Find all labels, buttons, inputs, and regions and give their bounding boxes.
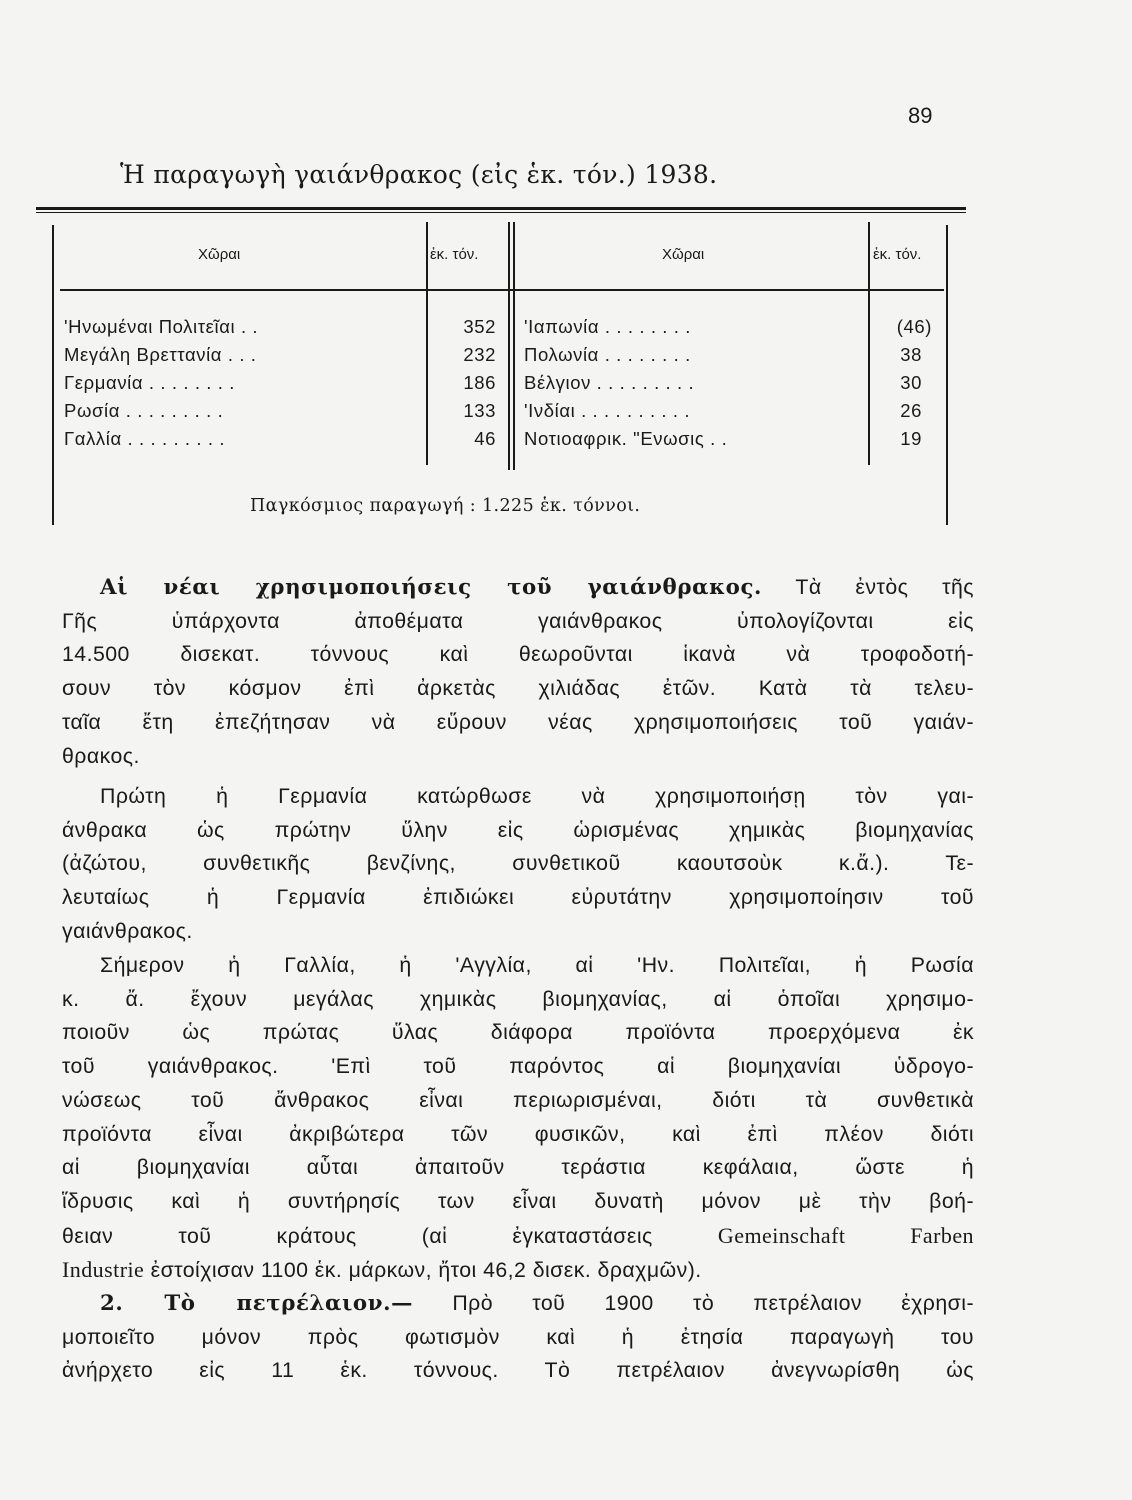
header-left-country: Χῶραι [198,246,241,263]
table-right-border [946,225,948,525]
text-span: Τὰ ἐντὸς τῆς [795,575,974,599]
table-cell-country: Γαλλία . . . . . . . . . [64,428,226,449]
table-cell-value: 26 [900,400,922,421]
text-line [62,1287,974,1321]
text-line: ἀνήρχετο εἰς 11 ἑκ. τόννους. Τὸ πετρέλαιον ἀνεγνωρίσθη ὡς [62,1358,974,1383]
latin-text: Industrie [62,1257,145,1283]
text-line [62,1219,974,1254]
text-line [62,571,974,605]
table-cell-value: 30 [900,372,922,393]
text-line: νώσεως τοῦ ἄνθρακος εἶναι περιωρισμέναι, διότι τὰ συνθετικὰ [62,1087,974,1112]
table-cell-value: 186 [463,372,496,393]
paragraph-petroleum [62,1287,974,1388]
table-cell-country: Βέλγιον . . . . . . . . . [524,372,695,393]
header-right-country: Χῶραι [662,246,705,263]
table-cell-country: Γερμανία . . . . . . . . [64,372,236,393]
text-span: θειαν τοῦ κράτους (αἱ ἐγκαταστάσεις [62,1223,653,1248]
table-top-rule [36,207,966,210]
column-divider [513,222,515,470]
page-number: 89 [908,103,933,128]
text-line: λευταίως ἡ Γερμανία ἐπιδιώκει εὐρυτάτην χρησιμοποίησιν τοῦ [62,885,974,910]
text-span: ἐστοίχισαν 1100 ἑκ. μάρκων, ἤτοι 46,2 δισεκ. δραχμῶν). [150,1258,702,1283]
text-line: Σήμερον ἡ Γαλλία, ἡ 'Αγγλία, αἱ 'Ην. Πολιτεῖαι, ἡ Ρωσία [100,953,974,977]
column-divider [426,222,428,465]
text-line: τοῦ γαιάνθρακος. 'Επὶ τοῦ παρόντος αἱ βιομηχανίαι ὑδρογο- [62,1054,974,1079]
paragraph-today [62,949,974,1288]
text-line [62,1253,974,1288]
text-line: προϊόντα εἶναι ἀκριβώτερα τῶν φυσικῶν, καὶ ἐπὶ πλέον διότι [62,1121,974,1146]
text-line: γαιάνθρακος. [62,918,193,943]
world-production-total: Παγκόσμιος παραγωγή : 1.225 ἑκ. τόννοι. [250,496,641,516]
table-title: Ἡ παραγωγὴ γαιάνθρακος (εἰς ἑκ. τόν.) 1938. [120,160,718,189]
table-cell-country: Πολωνία . . . . . . . . [524,344,691,365]
table-left-border [52,225,54,525]
table-cell-country: 'Ηνωμέναι Πολιτεῖαι . . [64,316,259,337]
paragraph-new-uses [62,571,974,773]
latin-text: Gemeinschaft Farben [717,1222,974,1248]
text-line: ἵδρυσις καὶ ἡ συντήρησίς των εἶναι δυνατὴ μόνον μὲ τὴν βοή- [62,1188,974,1213]
header-rule [60,289,944,291]
text-line: θρακος. [62,743,140,768]
text-line: 14.500 δισεκατ. τόννους καὶ θεωροῦνται ἱκανὰ νὰ τροφοδοτή- [62,642,974,667]
table-cell-country: Μεγάλη Βρεττανία . . . [64,344,257,365]
text-line: κ. ἄ. ἔχουν μεγάλας χημικὰς βιομηχανίας, αἱ ὁποῖαι χρησιμο- [62,986,974,1011]
text-line: άνθρακα ὡς πρώτην ὕλην εἰς ὡρισμένας χημικὰς βιομηχανίας [62,817,974,842]
table-top-rule-thin [36,212,966,213]
table-cell-country: Νοτιοαφρικ. "Ενωσις . . [524,428,728,449]
table-cell-country: 'Ιαπωνία . . . . . . . . [524,316,692,337]
table-cell-value: 232 [463,344,496,365]
text-line: μοποιεῖτο μόνον πρὸς φωτισμὸν καὶ ἡ ἐτησία παραγωγὴ του [62,1324,974,1349]
text-line: Πρώτη ἡ Γερμανία κατώρθωσε νὰ χρησιμοποιήσῃ τὸν γαι- [100,784,974,808]
paragraph-germany [62,780,974,949]
header-right-value: ἑκ. τόν. [873,246,922,263]
table-cell-value: (46) [896,316,932,337]
table-cell-value: 352 [463,316,496,337]
text-line: Γῆς ὑπάρχοντα ἀποθέματα γαιάνθρακος ὑπολογίζονται εἰς [62,608,974,633]
text-line: ταῖα ἔτη ἐπεζήτησαν νὰ εὕρουν νέας χρησιμοποιήσεις τοῦ γαιάν- [62,709,974,734]
table-cell-value: 46 [474,428,496,449]
table-cell-country: 'Ινδίαι . . . . . . . . . . [524,400,691,421]
table-cell-value: 133 [463,400,496,421]
table-cell-country: Ρωσία . . . . . . . . . [64,400,224,421]
section-heading: 2. Τὸ πετρέλαιον.— [100,1291,414,1316]
column-divider [508,222,510,470]
text-line: αἱ βιομηχανίαι αὗται ἀπαιτοῦν τεράστια κεφάλαια, ὥστε ἡ [62,1155,974,1180]
section-heading: Αἱ νέαι χρησιμοποιήσεις τοῦ γαιάνθρακος. [100,575,763,600]
table-cell-value: 19 [900,428,922,449]
text-line: (ἀζώτου, συνθετικῆς βενζίνης, συνθετικοῦ καουτσοὺκ κ.ἄ.). Τε- [62,851,974,876]
text-line: σουν τὸν κόσμον ἐπὶ ἀρκετὰς χιλιάδας ἐτῶν. Κατὰ τὰ τελευ- [62,676,974,701]
text-span: Πρὸ τοῦ 1900 τὸ πετρέλαιον ἐχρησι- [452,1291,974,1315]
header-left-value: ἑκ. τόν. [430,246,479,263]
table-cell-value: 38 [900,344,922,365]
text-line: ποιοῦν ὡς πρώτας ὕλας διάφορα προϊόντα προερχόμενα ἐκ [62,1020,974,1045]
